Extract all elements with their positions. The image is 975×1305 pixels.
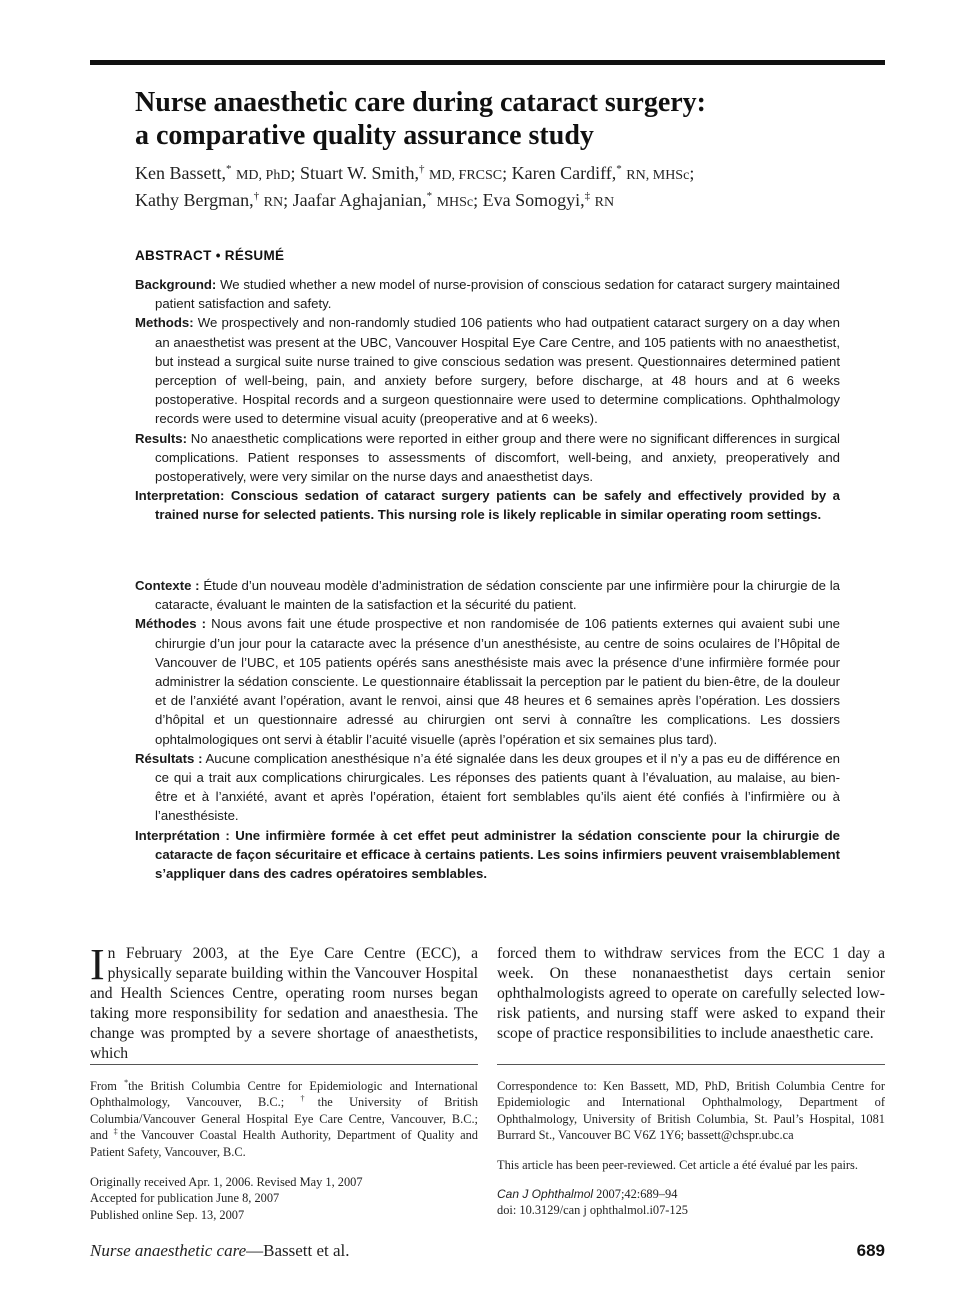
- author-mark: †: [419, 163, 425, 175]
- citation-text: 2007;42:689–94: [596, 1187, 678, 1201]
- author-sep: ;: [473, 190, 479, 210]
- author-name: Stuart W. Smith,: [299, 163, 419, 183]
- author-sep: ;: [290, 163, 296, 183]
- section-text: Aucune complication anesthésique n’a été signalée dans les deux groupes et il n’y a pas eu de différence en ce qui a trait aux complications chirurgicales. Les réponses des patients quant à l’évaluation, au malaise, au bien-être et à l’anxiété, avant et après l’opération, étaient fort semblables qu’ils aient été confiés à l’infirmière ou à l’anesthésiste.: [155, 750, 841, 824]
- correspondence-text: Correspondence to: Ken Bassett, MD, PhD, British Columbia Centre for Epidemiologic and International Ophthalmology, Department of Ophthalmology, University of British Columbia, St. Paul’s Hospital, 1081 Burrard St., Vancouver BC V6Z 1Y6; bassett@chspr.ubc.ca: [497, 1079, 885, 1143]
- affiliation-from: From: [90, 1079, 117, 1093]
- body-paragraph: [90, 940, 478, 1065]
- abstract-methods: [135, 313, 840, 428]
- section-label: Méthodes :: [135, 616, 207, 632]
- affiliation-2: the University of British Columbia/Vancouver General Hospital Eye Care Centre, Vancouver, B.C.; and: [90, 1095, 479, 1143]
- author-degrees: RN: [594, 195, 615, 210]
- running-footer: [90, 1241, 350, 1261]
- author-mark: †: [253, 190, 260, 202]
- date-accepted: Accepted for publication June 8, 2007: [90, 1191, 280, 1206]
- running-authors: —Bassett et al.: [246, 1241, 350, 1260]
- citation-line: [497, 1186, 885, 1202]
- body-column-right: [497, 944, 885, 1044]
- affiliation-1: the British Columbia Centre for Epidemiologic and International Ophthalmology, Vancouver, B.C.;: [90, 1079, 478, 1110]
- abstract-interpretation-fr: [135, 826, 840, 884]
- correspondence-note: [497, 1078, 885, 1144]
- author-mark: *: [225, 163, 232, 175]
- page-number: 689: [856, 1241, 885, 1260]
- affiliation-mark: *: [124, 1077, 129, 1087]
- section-text: Une infirmière formée à cet effet peut administrer la sédation consciente pour la chirurgie de cataracte de façon sécuritaire et efficace à certains patients. Les soins infirmiers peuvent vraisemblablement s’appliquer dans des cadres opératoires semblables.: [155, 827, 840, 882]
- footnote-rule-right: [497, 1064, 885, 1065]
- body-paragraph: forced them to withdraw services from the ECC 1 day a week. On these nonanaesthetist days certain senior ophthalmologists agreed to operate on carefully selected low-risk patients, and nursing staff were asked to expand their scope of practice responsibilities to include anaesthetic care.: [497, 945, 885, 1043]
- affiliation-note: [90, 1078, 478, 1160]
- peer-review-text: This article has been peer-reviewed. Cet article a été évalué par les pairs.: [497, 1158, 858, 1172]
- author-sep: ;: [502, 163, 508, 183]
- abstract-background: [135, 275, 840, 313]
- author-mark: ‡: [584, 190, 591, 202]
- author-name: Jaafar Aghajanian,: [292, 190, 427, 210]
- section-text: We prospectively and non-randomly studied 106 patients who had outpatient cataract surgery on a day when an anaesthetist was present at the UBC, Vancouver Hospital Eye Care Centre, and 105 patients with no anaesthetist, but instead a surgical suite nurse trained to give conscious sedation was present. Questionnaires determined patient perception of well-being, pain, and anxiety before surgery, before discharge, at 48 hours and at 6 weeks postoperative. Hospital records and a surgeon questionnaire were used to determine complications. Ophthalmology records were used to determine visual acuity (preoperative and at 6 weeks).: [155, 315, 840, 427]
- abstract-methodes: [135, 614, 840, 748]
- abstract-english: [135, 275, 840, 525]
- affiliation-mark: ‡: [113, 1127, 121, 1137]
- section-label: Methods:: [135, 315, 194, 331]
- section-text: We studied whether a new model of nurse-provision of conscious sedation for cataract surgery maintained patient satisfaction and safety.: [155, 277, 840, 312]
- abstract-interpretation: [135, 486, 840, 524]
- author-line-2: [135, 188, 875, 215]
- history-note: [90, 1174, 478, 1223]
- abstract-french: [135, 576, 840, 883]
- author-sep: ;: [283, 190, 289, 210]
- author-degrees: MHSc: [436, 195, 474, 210]
- section-label: Interpretation:: [135, 488, 225, 504]
- top-rule: [90, 60, 885, 65]
- author-line-1: [135, 161, 875, 188]
- abstract-results: [135, 429, 840, 487]
- section-text: Étude d’un nouveau modèle d’administration de sédation consciente par une infirmière pour la chirurgie de la cataracte, évaluant le mainten de la satisfaction et la sécurité du patient.: [155, 578, 841, 613]
- citation-note: [497, 1186, 885, 1219]
- author-sep: ;: [689, 163, 695, 183]
- author-name: Eva Somogyi,: [482, 190, 585, 210]
- section-label: Résultats :: [135, 750, 203, 766]
- running-title: Nurse anaesthetic care: [90, 1241, 247, 1260]
- date-published: Published online Sep. 13, 2007: [90, 1207, 245, 1222]
- title-line-2: a comparative quality assurance study: [135, 120, 594, 151]
- author-name: Karen Cardiff,: [511, 163, 617, 183]
- section-text: No anaesthetic complications were reported in either group and there were no significant differences in surgical complications. Patient responses to assessments of discomfort, well-being, and anxiety, preoperatively and postoperatively, were very similar on the nurse days and anaesthetist days.: [155, 430, 840, 485]
- section-label: Interprétation :: [135, 827, 230, 843]
- section-text: Nous avons fait une étude prospective et non randomisée de 106 patients externes qui avaient subi une chirurgie d’un jour pour la cataracte avec la présence d’un anesthésiste, au centre de soins oculaires de l’Hôpital de Vancouver de l’UBC, et 105 patients opérés sans anesthésiste mais avec la présence d’une infirmière formée pour administrer la sédation consciente. Le questionnaire établissait la perception par le patient du bien-être, de la douleur et de l’anxiété avant l’opération, avant le renvoi, ainsi que 48 heures et 6 semaines après l’opération. Les dossiers d’hôpital et un questionnaire adressé au chirurgien ont servi à connaître les complications. Les dossiers ophtalmologiques ont servi à établir l’acuité visuelle (après l’opération et six semaines plus tard).: [155, 616, 840, 747]
- body-text: n February 2003, at the Eye Care Centre (ECC), a physically separate building within the Vancouver Hospital and Health Sciences Centre, operating room nurses began taking more responsibility for sedation and anaesthesia. The change was prompted by a severe shortage of anaesthetists, which: [90, 945, 478, 1063]
- affiliation-text: [90, 1078, 478, 1160]
- abstract-heading: ABSTRACT • RÉSUMÉ: [135, 248, 285, 263]
- article-title: [135, 86, 875, 152]
- peer-review-note: [497, 1157, 885, 1173]
- body-column-left: [90, 940, 478, 1065]
- author-list: [135, 161, 875, 215]
- footnote-rule-left: [90, 1064, 478, 1065]
- drop-cap: I: [90, 940, 105, 989]
- abstract-resultats: [135, 749, 840, 826]
- abstract-contexte: [135, 576, 840, 614]
- title-line-1: Nurse anaesthetic care during cataract surgery:: [135, 87, 707, 118]
- author-name: Kathy Bergman,: [135, 190, 254, 210]
- section-label: Contexte :: [135, 578, 200, 593]
- date-received: Originally received Apr. 1, 2006. Revised May 1, 2007: [90, 1175, 363, 1189]
- journal-name: Can J Ophthalmol: [497, 1187, 594, 1201]
- author-degrees: RN: [263, 195, 284, 210]
- affiliation-3: the Vancouver Coastal Health Authority, Department of Quality and Patient Safety, Vancouver, B.C.: [90, 1128, 478, 1159]
- affiliation-mark: †: [300, 1094, 318, 1104]
- doi-text: doi: 10.3129/can j ophthalmol.i07-125: [497, 1203, 689, 1218]
- author-degrees: MD, FRCSC: [429, 168, 503, 183]
- author-name: Ken Bassett,: [135, 163, 226, 183]
- section-text: Conscious sedation of cataract surgery patients can be safely and effectively provided by a trained nurse for selected patients. This nursing role is likely replicable in similar operating room settings.: [155, 488, 840, 523]
- section-label: Background:: [135, 277, 217, 292]
- section-label: Results:: [135, 430, 188, 446]
- author-mark: *: [616, 163, 622, 175]
- author-mark: *: [426, 190, 433, 202]
- author-degrees: RN, MHSc: [626, 168, 690, 183]
- author-degrees: MD, PhD: [235, 168, 291, 183]
